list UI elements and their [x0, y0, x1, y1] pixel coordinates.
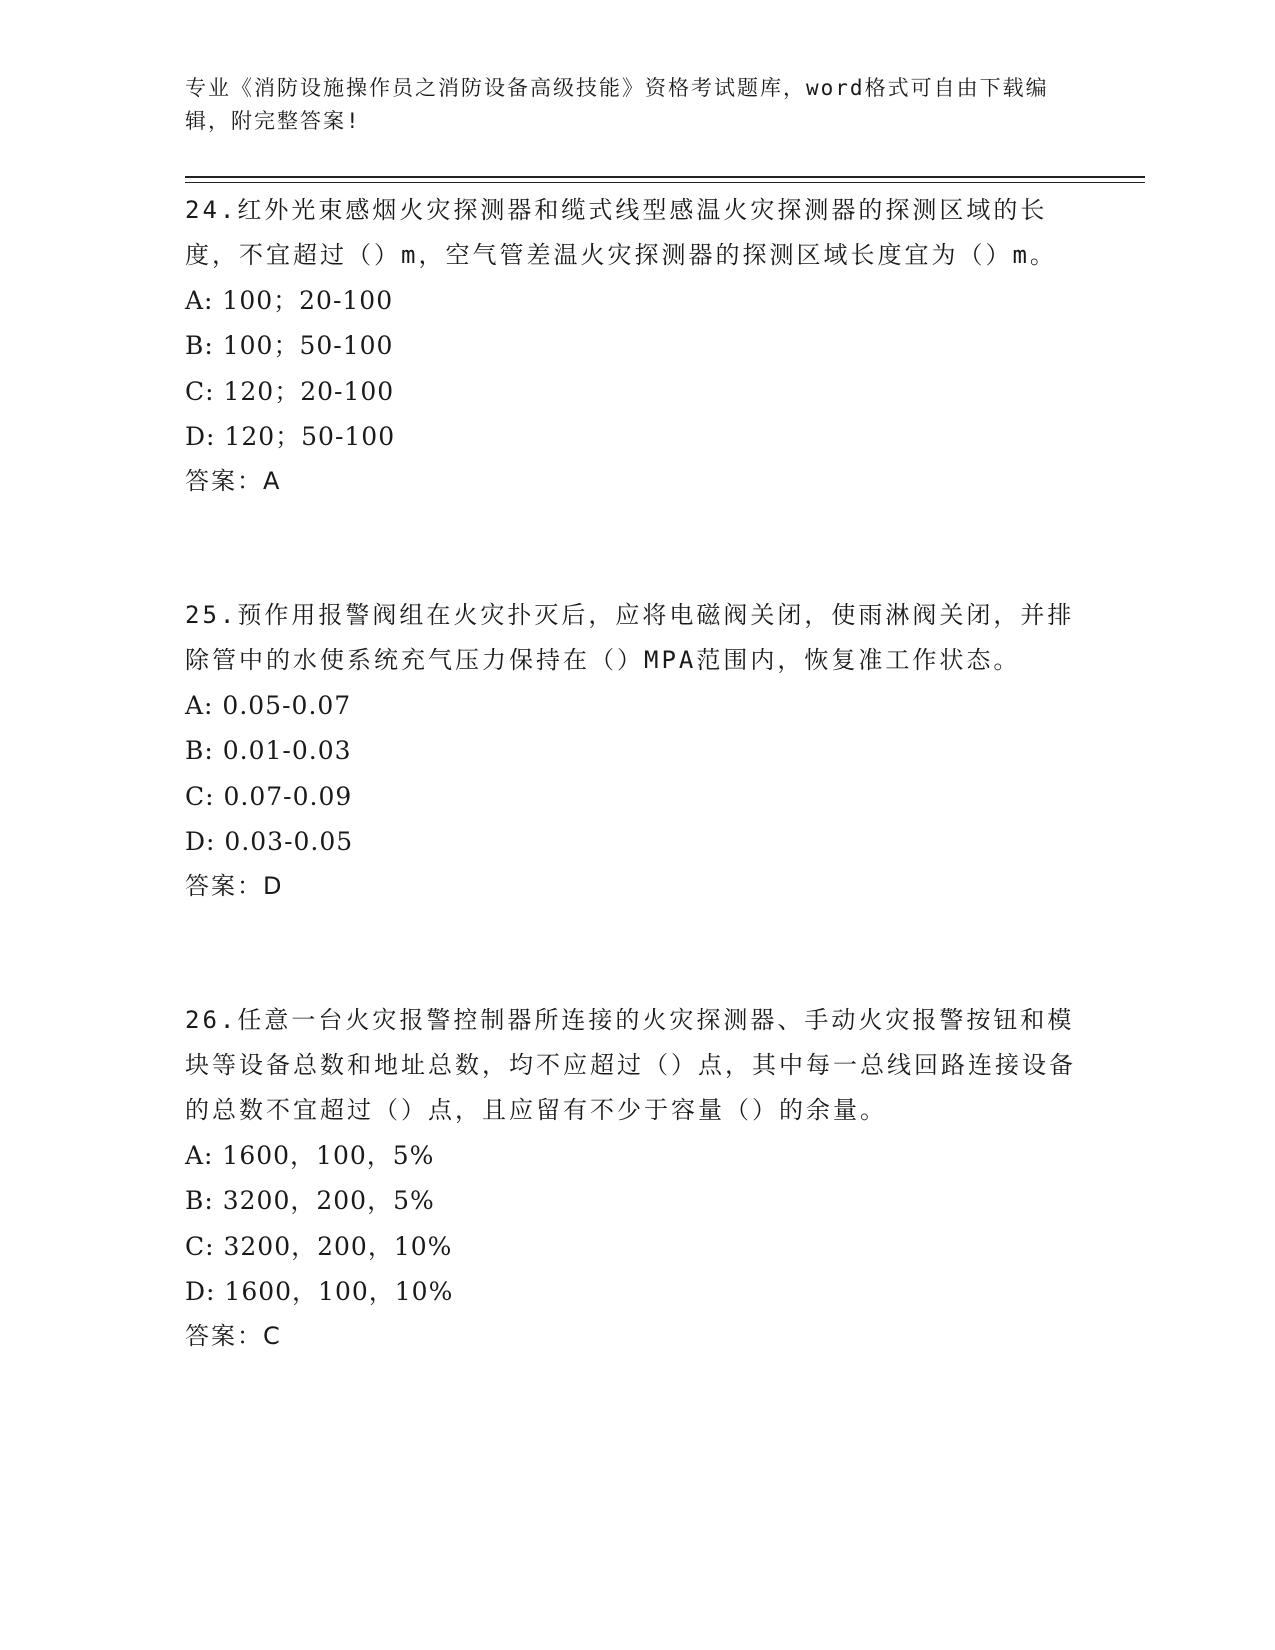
answer: 答案：C: [185, 1322, 282, 1351]
option-d: D: 0.03-0.05: [185, 826, 354, 856]
option-c: C: 0.07-0.09: [185, 781, 353, 811]
option-a: A: 1600，100，5%: [185, 1141, 435, 1170]
question-stem: 25.预作用报警阀组在火灾扑灭后，应将电磁阀关闭，使雨淋阀关闭，并排除管中的水使系统充气压力保持在（）MPA范围内，恢复准工作状态。: [185, 601, 1075, 674]
answer: 答案：A: [185, 467, 282, 496]
header-rule-thin: [185, 182, 1145, 183]
header-rule-thick: [185, 176, 1145, 178]
option-d: D: 120；50-100: [185, 421, 396, 451]
question-26: [185, 998, 1085, 1359]
option-b: B: 0.01-0.03: [185, 736, 352, 766]
option-a: A: 0.05-0.07: [185, 691, 352, 720]
question-stem: 26.任意一台火灾报警控制器所连接的火灾探测器、手动火灾报警按钮和模块等设备总数和地址总数，均不应超过（）点，其中每一总线回路连接设备的总数不宜超过（）点，且应留有不少于容量（）的余量。: [185, 1006, 1076, 1124]
option-c: C: 120；20-100: [185, 376, 395, 406]
option-c: C: 3200，200，10%: [185, 1231, 453, 1261]
option-b: B: 100；50-100: [185, 331, 394, 361]
question-25: [185, 593, 1085, 909]
option-b: B: 3200，200，5%: [185, 1186, 435, 1216]
option-d: D: 1600，100，10%: [185, 1276, 454, 1306]
option-a: A: 100；20-100: [185, 286, 394, 315]
document-header: 专业《消防设施操作员之消防设备高级技能》资格考试题库，word格式可自由下载编辑，附完整答案!: [185, 76, 1049, 133]
question-24: [185, 188, 1085, 504]
answer: 答案：D: [185, 872, 284, 901]
question-stem: 24.红外光束感烟火灾探测器和缆式线型感温火灾探测器的探测区域的长度，不宜超过（）m，空气管差温火灾探测器的探测区域长度宜为（）m。: [185, 196, 1057, 269]
